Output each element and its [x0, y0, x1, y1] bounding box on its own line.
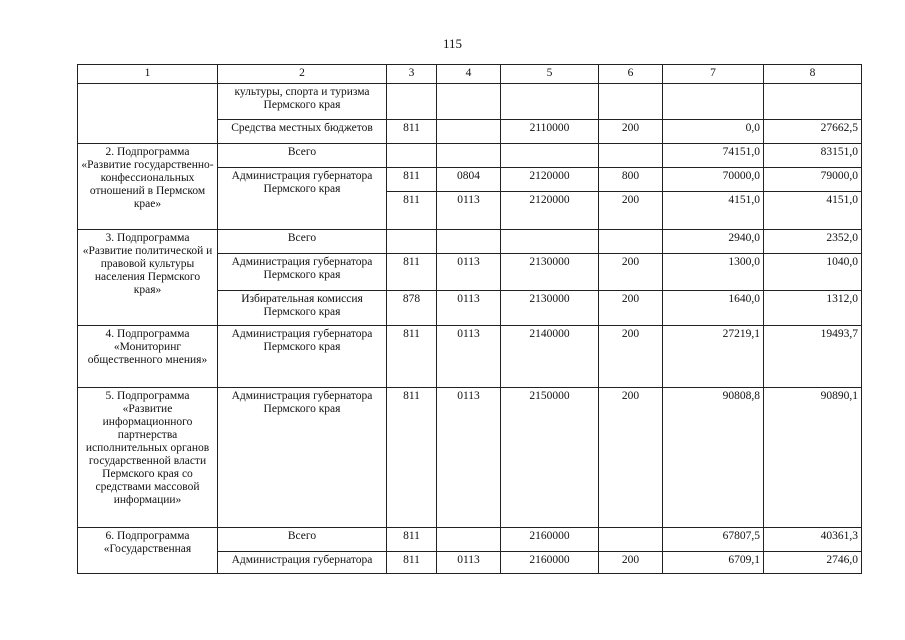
cell-code: 811: [387, 254, 437, 291]
cell-amount-7: 90808,8: [663, 388, 764, 528]
cell-amount-7: 4151,0: [663, 192, 764, 230]
program-cell: 2. Подпрограмма «Развитие государственно-конфессиональных отношений в Пермском крае»: [78, 144, 218, 230]
cell-section: 0113: [437, 388, 501, 528]
column-header: 3: [387, 65, 437, 84]
executor-cell: Администрация губернатора Пермского края: [218, 388, 387, 528]
executor-cell: Средства местных бюджетов: [218, 120, 387, 144]
table-row: [78, 528, 862, 552]
cell-section: 0113: [437, 291, 501, 326]
cell-type: 200: [599, 388, 663, 528]
executor-cell: Всего: [218, 230, 387, 254]
cell-target: 2140000: [501, 326, 599, 388]
cell-type: [599, 230, 663, 254]
cell-amount-8: 27662,5: [764, 120, 862, 144]
cell-target: 2160000: [501, 528, 599, 552]
executor-cell: Администрация губернатора: [218, 552, 387, 574]
cell-type: 200: [599, 291, 663, 326]
table-row: [78, 326, 862, 388]
column-header: 1: [78, 65, 218, 84]
cell-amount-7: 2940,0: [663, 230, 764, 254]
cell-amount-8: 4151,0: [764, 192, 862, 230]
program-cell: 5. Подпрограмма «Развитие информационного партнерства исполнительных органов государственной власти Пермского края со средствами массовой информации»: [78, 388, 218, 528]
cell-amount-8: 40361,3: [764, 528, 862, 552]
cell-code: 811: [387, 388, 437, 528]
cell-type: 200: [599, 192, 663, 230]
column-header: 8: [764, 65, 862, 84]
cell-target: 2160000: [501, 552, 599, 574]
table-row: [78, 84, 862, 120]
column-header: 2: [218, 65, 387, 84]
column-header: 7: [663, 65, 764, 84]
program-cell: 6. Подпрограмма «Государственная: [78, 528, 218, 574]
cell-amount-8: 83151,0: [764, 144, 862, 168]
cell-type: 200: [599, 254, 663, 291]
cell-section: 0113: [437, 254, 501, 291]
cell-amount-7: 74151,0: [663, 144, 764, 168]
cell-target: 2150000: [501, 388, 599, 528]
cell-amount-7: 1300,0: [663, 254, 764, 291]
cell-section: [437, 120, 501, 144]
cell-section: 0113: [437, 192, 501, 230]
cell-amount-8: 90890,1: [764, 388, 862, 528]
cell-target: 2130000: [501, 254, 599, 291]
cell-type: [599, 84, 663, 120]
cell-code: 811: [387, 326, 437, 388]
cell-type: 200: [599, 120, 663, 144]
cell-code: 878: [387, 291, 437, 326]
cell-code: 811: [387, 528, 437, 552]
cell-type: 200: [599, 326, 663, 388]
cell-code: [387, 230, 437, 254]
cell-code: 811: [387, 120, 437, 144]
cell-amount-8: [764, 84, 862, 120]
cell-target: [501, 84, 599, 120]
cell-amount-7: 27219,1: [663, 326, 764, 388]
cell-target: [501, 230, 599, 254]
cell-amount-8: 19493,7: [764, 326, 862, 388]
executor-cell: Администрация губернатора Пермского края: [218, 254, 387, 291]
cell-amount-8: 1040,0: [764, 254, 862, 291]
cell-code: 811: [387, 192, 437, 230]
cell-amount-8: 2746,0: [764, 552, 862, 574]
cell-amount-8: 79000,0: [764, 168, 862, 192]
cell-section: 0113: [437, 552, 501, 574]
cell-section: [437, 230, 501, 254]
cell-section: [437, 144, 501, 168]
cell-type: 800: [599, 168, 663, 192]
cell-target: 2120000: [501, 192, 599, 230]
column-header: 5: [501, 65, 599, 84]
page-number: 115: [442, 36, 463, 51]
program-cell: [78, 84, 218, 144]
cell-code: [387, 84, 437, 120]
cell-target: 2120000: [501, 168, 599, 192]
cell-amount-7: 67807,5: [663, 528, 764, 552]
cell-amount-8: 2352,0: [764, 230, 862, 254]
cell-section: [437, 84, 501, 120]
header-row: [78, 65, 862, 84]
executor-cell: культуры, спорта и туризма Пермского края: [218, 84, 387, 120]
executor-cell: Администрация губернатора Пермского края: [218, 326, 387, 388]
cell-section: 0113: [437, 326, 501, 388]
cell-amount-7: 1640,0: [663, 291, 764, 326]
cell-type: [599, 144, 663, 168]
cell-amount-7: [663, 84, 764, 120]
cell-code: [387, 144, 437, 168]
cell-amount-8: 1312,0: [764, 291, 862, 326]
executor-cell: Избирательная комиссия Пермского края: [218, 291, 387, 326]
cell-amount-7: 6709,1: [663, 552, 764, 574]
executor-cell: Администрация губернатора Пермского края: [218, 168, 387, 230]
cell-target: 2110000: [501, 120, 599, 144]
program-cell: 4. Подпрограмма «Мониторинг общественного мнения»: [78, 326, 218, 388]
cell-code: 811: [387, 552, 437, 574]
executor-cell: Всего: [218, 144, 387, 168]
program-cell: 3. Подпрограмма «Развитие политической и правовой культуры населения Пермского края»: [78, 230, 218, 326]
cell-target: [501, 144, 599, 168]
budget-table: [77, 64, 862, 574]
cell-target: 2130000: [501, 291, 599, 326]
table-row: [78, 144, 862, 168]
cell-type: 200: [599, 552, 663, 574]
cell-section: 0804: [437, 168, 501, 192]
column-header: 6: [599, 65, 663, 84]
cell-amount-7: 70000,0: [663, 168, 764, 192]
executor-cell: Всего: [218, 528, 387, 552]
cell-type: [599, 528, 663, 552]
column-header: 4: [437, 65, 501, 84]
table-row: [78, 388, 862, 528]
cell-code: 811: [387, 168, 437, 192]
cell-amount-7: 0,0: [663, 120, 764, 144]
cell-section: [437, 528, 501, 552]
table-row: [78, 230, 862, 254]
